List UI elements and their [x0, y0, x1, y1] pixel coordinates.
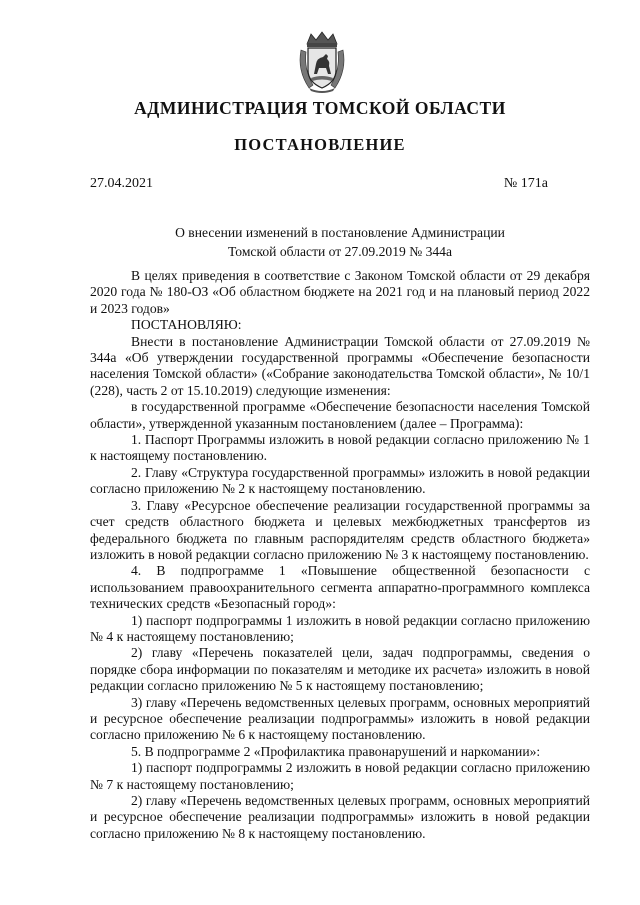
paragraph-program: в государственной программе «Обеспечение безопасности населения Томской области», утвержденной указанным постановлением (далее – Программа): — [90, 399, 590, 431]
paragraph-item-4-3: 3) главу «Перечень ведомственных целевых программ, основных мероприятий и ресурсное обеспечение реализации подпрограммы» изложить в новой редакции согласно приложению № 6 к настоящему постановлению. — [90, 694, 590, 743]
tomsk-region-coat-of-arms-icon — [295, 30, 349, 94]
paragraph-item-1: 1. Паспорт Программы изложить в новой редакции согласно приложению № 1 к настоящему постановлению. — [90, 432, 590, 464]
subject-line-2: Томской области от 27.09.2019 № 344а — [228, 244, 452, 259]
paragraph-item-5: 5. В подпрограмме 2 «Профилактика правонарушений и наркомании»: — [131, 743, 541, 759]
document-date: 27.04.2021 — [90, 176, 153, 191]
paragraph-preamble: В целях приведения в соответствие с Законом Томской области от 29 декабря 2020 года № 180-ОЗ «Об областном бюджете на 2021 год и на плановый период 2022 и 2023 годов» — [90, 268, 590, 316]
paragraph-introduce-changes: Внести в постановление Администрации Томской области от 27.09.2019 № 344а «Об утверждении государственной программы «Обеспечение безопасности населения Томской области» («Собрание законодательства Томской области», № 10/1 (228), часть 2 от 15.10.2019) следующие изменения: — [90, 333, 590, 398]
paragraph-item-4-1: 1) паспорт подпрограммы 1 изложить в новой редакции согласно приложению № 4 к настоящему постановлению; — [90, 612, 590, 644]
paragraph-item-4: 4. В подпрограмме 1 «Повышение общественной безопасности с использованием правоохранительного сегмента аппаратно-программного комплекса технических средств «Безопасный город»: — [90, 563, 590, 612]
paragraph-item-4-2: 2) главу «Перечень показателей цели, задач подпрограммы, сведения о порядке сбора информации по показателям и методике их расчета» изложить в новой редакции согласно приложению № 5 к настоящему постановлению; — [90, 645, 590, 694]
document-subject — [0, 223, 640, 261]
paragraph-item-5-2: 2) главу «Перечень ведомственных целевых программ, основных мероприятий и ресурсное обеспечение реализации подпрограммы» изложить в новой редакции согласно приложению № 8 к настоящему постановлению. — [90, 793, 590, 841]
document-type: ПОСТАНОВЛЕНИЕ — [234, 135, 406, 154]
document-number: № 171а — [503, 176, 548, 191]
organization-title: АДМИНИСТРАЦИЯ ТОМСКОЙ ОБЛАСТИ — [134, 98, 506, 118]
paragraph-item-5-1: 1) паспорт подпрограммы 2 изложить в новой редакции согласно приложению № 7 к настоящему постановлению; — [90, 760, 590, 792]
document-body — [90, 268, 590, 842]
paragraph-decree: ПОСТАНОВЛЯЮ: — [131, 317, 242, 333]
paragraph-item-2: 2. Главу «Структура государственной программы» изложить в новой редакции согласно приложению № 2 к настоящему постановлению. — [90, 464, 590, 497]
subject-line-1: О внесении изменений в постановление Администрации — [175, 225, 505, 240]
paragraph-item-3: 3. Главу «Ресурсное обеспечение реализации государственной программы за счет средств областного бюджета и целевых межбюджетных трансфертов из федерального бюджета по главным распорядителям средств областного бюджета» изложить в новой редакции согласно приложению № 3 к настоящему постановлению. — [90, 497, 590, 562]
